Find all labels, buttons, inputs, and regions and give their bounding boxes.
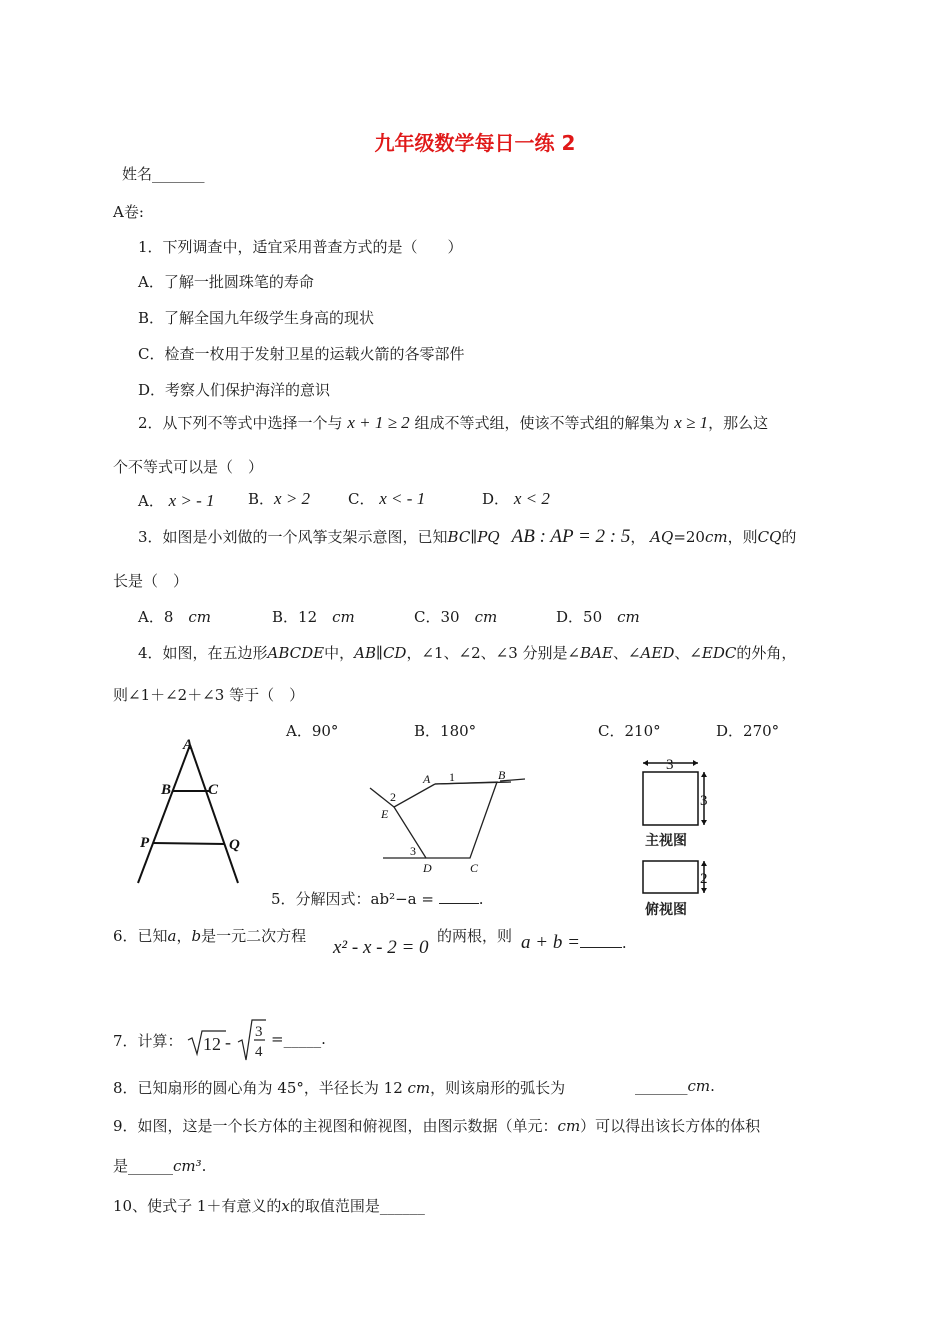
q1-option-c: C．检查一枚用于发射卫星的运载火箭的各零部件 xyxy=(138,345,465,363)
q7-answer-blank[interactable]: =_____. xyxy=(271,1030,326,1048)
q7-minus: - xyxy=(225,1032,231,1052)
q3-a-unit: cm xyxy=(188,608,212,626)
q9-answer-unit: cm³ xyxy=(173,1157,202,1175)
q2-a-label: A． xyxy=(138,492,164,510)
q10-x: x xyxy=(281,1197,290,1215)
q9-stem-part1: 9．如图，这是一个长方体的主视图和俯视图，由图示数据（单元： xyxy=(113,1117,558,1135)
dim-width-label: 3 xyxy=(666,757,674,773)
q1-stem: 1．下列调查中，适宜采用普查方式的是（ ） xyxy=(138,238,463,256)
q3-stem-line2: 长是（ ） xyxy=(113,572,189,590)
q6-equation: x² - x - 2 = 0 xyxy=(333,937,429,958)
q4-aed: AED xyxy=(640,644,675,662)
q4-option-c: C．210° xyxy=(598,722,661,740)
q3-option-a xyxy=(138,606,211,627)
q4-edc: EDC xyxy=(701,644,737,662)
q3-aq: AQ xyxy=(650,528,674,546)
dim-depth-label: 2 xyxy=(700,871,708,887)
q2-b-expr: x > 2 xyxy=(274,489,311,508)
q8-end: . xyxy=(710,1077,715,1095)
q3-aq-value: =20 xyxy=(673,528,705,546)
label-d: D xyxy=(423,861,432,875)
q6-stem-part2: 的两根，则 xyxy=(437,927,513,945)
q9-stem-part2: ）可以得出该长方体的体积 xyxy=(580,1117,761,1135)
q8-unit: cm xyxy=(407,1079,431,1097)
q7-denominator: 4 xyxy=(255,1044,263,1060)
q7-expression xyxy=(186,1018,276,1062)
front-view-label: 主视图 xyxy=(645,833,687,849)
q6-known: 6．已知 xyxy=(113,927,168,945)
q4-option-a: A．90° xyxy=(286,722,339,740)
arrow-icon xyxy=(701,888,707,893)
top-view-rect xyxy=(643,861,698,893)
angle-2-label: 2 xyxy=(390,790,396,804)
q1-option-d: D．考察人们保护海洋的意识 xyxy=(138,381,331,399)
q3-bcpq: BC∥PQ xyxy=(447,528,500,546)
q4-stem-part1: 4．如图，在五边形 xyxy=(138,644,268,662)
q7-numerator: 3 xyxy=(255,1024,263,1040)
label-a: A xyxy=(423,772,431,786)
q8-stem-part2: ，则该扇形的弧长为 xyxy=(430,1079,566,1097)
front-view-square xyxy=(643,772,698,825)
q7-stem: 7．计算： xyxy=(113,1032,183,1050)
name-field: 姓名_______ xyxy=(122,165,205,183)
q9-end: . xyxy=(201,1157,207,1175)
q5 xyxy=(271,888,484,909)
q1-option-a: A．了解一批圆珠笔的寿命 xyxy=(138,273,314,291)
label-c: C xyxy=(208,782,219,798)
q4-stem-part6: 的外角， xyxy=(736,644,797,662)
q6-comma: ， xyxy=(176,927,192,945)
q2-stem xyxy=(138,412,768,433)
q2-option-b xyxy=(248,488,310,509)
segment-pq xyxy=(153,843,225,844)
views-figure xyxy=(632,752,716,920)
q6-answer-blank[interactable] xyxy=(580,933,622,948)
q4-abcd: AB∥CD xyxy=(354,644,407,662)
q6-equation-text: 是一元二次方程 xyxy=(201,927,307,945)
label-p: P xyxy=(140,835,150,851)
q4-stem-part2: 中， xyxy=(324,644,355,662)
q8-answer-unit: cm xyxy=(687,1077,711,1095)
q2-expr-2: x ≥ 1 xyxy=(674,413,709,432)
q3-ratio: AB : AP = 2 : 5 xyxy=(511,526,631,547)
q2-option-c xyxy=(348,488,425,509)
q4-stem-part4: 、∠ xyxy=(612,644,641,662)
kite-figure xyxy=(125,735,255,887)
q7-radicand: 12 xyxy=(203,1034,221,1054)
q1-option-b: B．了解全国九年级学生身高的现状 xyxy=(138,309,375,327)
q8 xyxy=(113,1077,565,1098)
q3-d-unit: cm xyxy=(617,608,640,626)
q2-option-d xyxy=(482,488,550,509)
q2-d-label: D． xyxy=(482,490,510,508)
q2-c-expr: x < - 1 xyxy=(379,489,426,508)
q4-option-d: D．270° xyxy=(716,722,780,740)
kite-right-line xyxy=(190,745,238,883)
q4-stem xyxy=(138,642,796,663)
section-a-label: A卷: xyxy=(113,203,144,221)
q2-a-expr: x > - 1 xyxy=(168,491,215,510)
q4-stem-part5: 、∠ xyxy=(674,644,702,662)
q3-then: ，则 xyxy=(727,528,758,546)
label-e: E xyxy=(381,807,389,821)
q4-bae: BAE xyxy=(580,644,613,662)
dim-height-label: 3 xyxy=(700,793,708,809)
q2-stem-line2: 个不等式可以是（ ） xyxy=(113,458,264,476)
q5-end: . xyxy=(478,890,484,908)
q4-abcde: ABCDE xyxy=(267,644,325,662)
q5-stem: 5．分解因式：ab²−a = xyxy=(271,890,434,908)
q8-stem-part1: 8．已知扇形的圆心角为 45°，半径长为 12 xyxy=(113,1079,408,1097)
q3-option-d xyxy=(556,606,640,627)
q10-stem-part1: 10、使式子 1＋有意义的 xyxy=(113,1197,282,1215)
q2-option-a xyxy=(138,490,215,511)
q6-a: a xyxy=(167,927,177,945)
q3-b-value: B．12 xyxy=(272,608,318,626)
pentagon-figure xyxy=(365,765,525,877)
angle-3-label: 3 xyxy=(410,844,416,858)
q3-c-unit: cm xyxy=(474,608,498,626)
angle-1-label: 1 xyxy=(449,770,455,784)
q3-aq-unit: cm xyxy=(704,528,728,546)
label-a: A xyxy=(183,737,194,753)
q2-expr-1: x + 1 ≥ 2 xyxy=(347,413,410,432)
arrow-icon xyxy=(701,772,707,777)
q3-option-c xyxy=(414,606,497,627)
kite-left-line xyxy=(138,745,190,883)
arrow-icon xyxy=(701,820,707,825)
arrow-icon xyxy=(643,760,648,766)
q3-a-value: A．8 xyxy=(138,608,174,626)
q3-option-b xyxy=(272,606,355,627)
q10 xyxy=(113,1195,425,1216)
q6-sum: a + b = xyxy=(521,932,580,953)
q6-end: . xyxy=(621,934,627,952)
q9-answer-blank[interactable]: 是______ xyxy=(113,1157,174,1175)
label-q: Q xyxy=(229,837,240,853)
q5-answer-blank[interactable] xyxy=(439,889,479,904)
q4-option-b: B．180° xyxy=(414,722,477,740)
arrow-icon xyxy=(701,861,707,866)
q9-unit: cm xyxy=(557,1117,581,1135)
top-view-label: 俯视图 xyxy=(645,902,687,918)
arrow-icon xyxy=(693,760,698,766)
q2-c-label: C． xyxy=(348,490,375,508)
q6-b: b xyxy=(191,927,202,945)
label-b: B xyxy=(498,768,506,782)
q3-comma: ， xyxy=(630,528,646,546)
page-title: 九年级数学每日一练 2 xyxy=(374,131,576,155)
q4-stem-line2: 则∠1＋∠2＋∠3 等于（ ） xyxy=(113,686,305,704)
q3-c-value: C．30 xyxy=(414,608,460,626)
q8-answer-blank[interactable]: _______ xyxy=(635,1077,688,1095)
q2-stem-part1: 2．从下列不等式中选择一个与 xyxy=(138,414,343,432)
q3-b-unit: cm xyxy=(332,608,355,626)
q3-of: 的 xyxy=(781,528,797,546)
q8-answer xyxy=(635,1077,715,1095)
q2-d-expr: x < 2 xyxy=(513,489,550,508)
q4-stem-part3: ，∠1、∠2、∠3 分别是∠ xyxy=(406,644,581,662)
q6-answer xyxy=(521,932,627,954)
q2-stem-part3: ，那么这 xyxy=(708,414,769,432)
label-c: C xyxy=(470,861,479,875)
q3-d-value: D．50 xyxy=(556,608,603,626)
q9-line2 xyxy=(113,1155,206,1176)
q3-stem xyxy=(138,526,796,548)
q3-stem-part1: 3．如图是小刘做的一个风筝支架示意图，已知 xyxy=(138,528,448,546)
label-b: B xyxy=(161,782,172,798)
q10-stem-part2: 的取值范围是______ xyxy=(289,1197,425,1215)
q2-stem-part2: 组成不等式组，使该不等式组的解集为 xyxy=(414,414,670,432)
q9 xyxy=(113,1115,760,1136)
q6-stem-part1 xyxy=(113,925,306,946)
q2-b-label: B． xyxy=(248,490,275,508)
q3-cq: CQ xyxy=(757,528,782,546)
